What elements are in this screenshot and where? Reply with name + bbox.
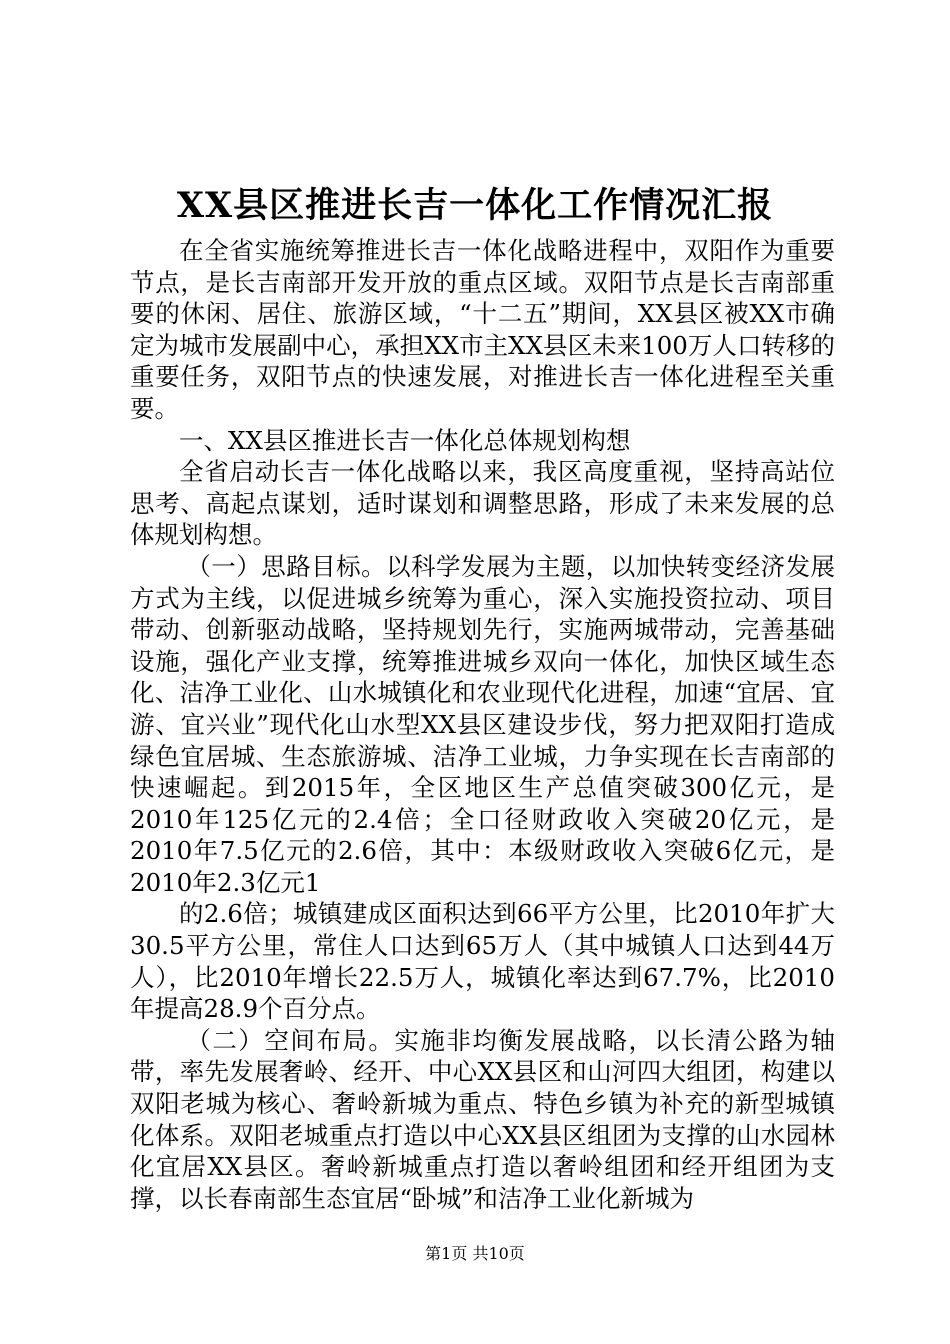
section-heading: 一、XX县区推进长吉一体化总体规划构想 <box>179 425 631 455</box>
document-body <box>130 235 835 1214</box>
goals-paragraph: （一）思路目标。以科学发展为主题，以加快转变经济发展方式为主线，以促进城乡统筹为重心，深入实施投资拉动、项目带动、创新驱动战略，坚持规划先行，实施两城带动，完善基础设施，强化产业支撑，统筹推进城乡双向一体化，加快区域生态化、洁净工业化、山水城镇化和农业现代化进程，加速“宜居、宜游、宜兴业”现代化山水型XX县区建设步伐，努力把双阳打造成绿色宜居城、生态旅游城、洁净工业城，力争实现在长吉南部的快速崛起。到2015年，全区地区生产总值突破300亿元，是2010年125亿元的2.4倍；全口径财政收入突破20亿元，是2010年7.5亿元的2.6倍，其中：本级财政收入突破6亿元，是2010年2.3亿元1 <box>130 551 835 897</box>
page-footer: 第1页 共10页 <box>425 1244 525 1263</box>
section-intro-paragraph: 全省启动长吉一体化战略以来，我区高度重视，坚持高站位思考、高起点谋划，适时谋划和调整思路，形成了未来发展的总体规划构想。 <box>130 457 835 550</box>
intro-paragraph: 在全省实施统筹推进长吉一体化战略进程中，双阳作为重要节点，是长吉南部开发开放的重点区域。双阳节点是长吉南部重要的休闲、居住、旅游区域，“十二五”期间，XX县区被XX市确定为城市发展副中心，承担XX市主XX县区未来100万人口转移的重要任务，双阳节点的快速发展，对推进长吉一体化进程至关重要。 <box>130 236 835 423</box>
layout-paragraph: （二）空间布局。实施非均衡发展战略，以长清公路为轴带，率先发展奢岭、经开、中心XX县区和山河四大组团，构建以双阳老城为核心、奢岭新城为重点、特色乡镇为补充的新型城镇化体系。双阳老城重点打造以中心XX县区组团为支撑的山水园林化宜居XX县区。奢岭新城重点打造以奢岭组团和经开组团为支撑，以长春南部生态宜居“卧城”和洁净工业化新城为 <box>130 1025 835 1213</box>
goals-continued-paragraph: 的2.6倍；城镇建成区面积达到66平方公里，比2010年扩大30.5平方公里，常住人口达到65万人（其中城镇人口达到44万人），比2010年增长22.5万人，城镇化率达到67.7%，比2010年提高28.9个百分点。 <box>130 899 835 1024</box>
document-title: XX县区推进长吉一体化工作情况汇报 <box>176 185 774 226</box>
